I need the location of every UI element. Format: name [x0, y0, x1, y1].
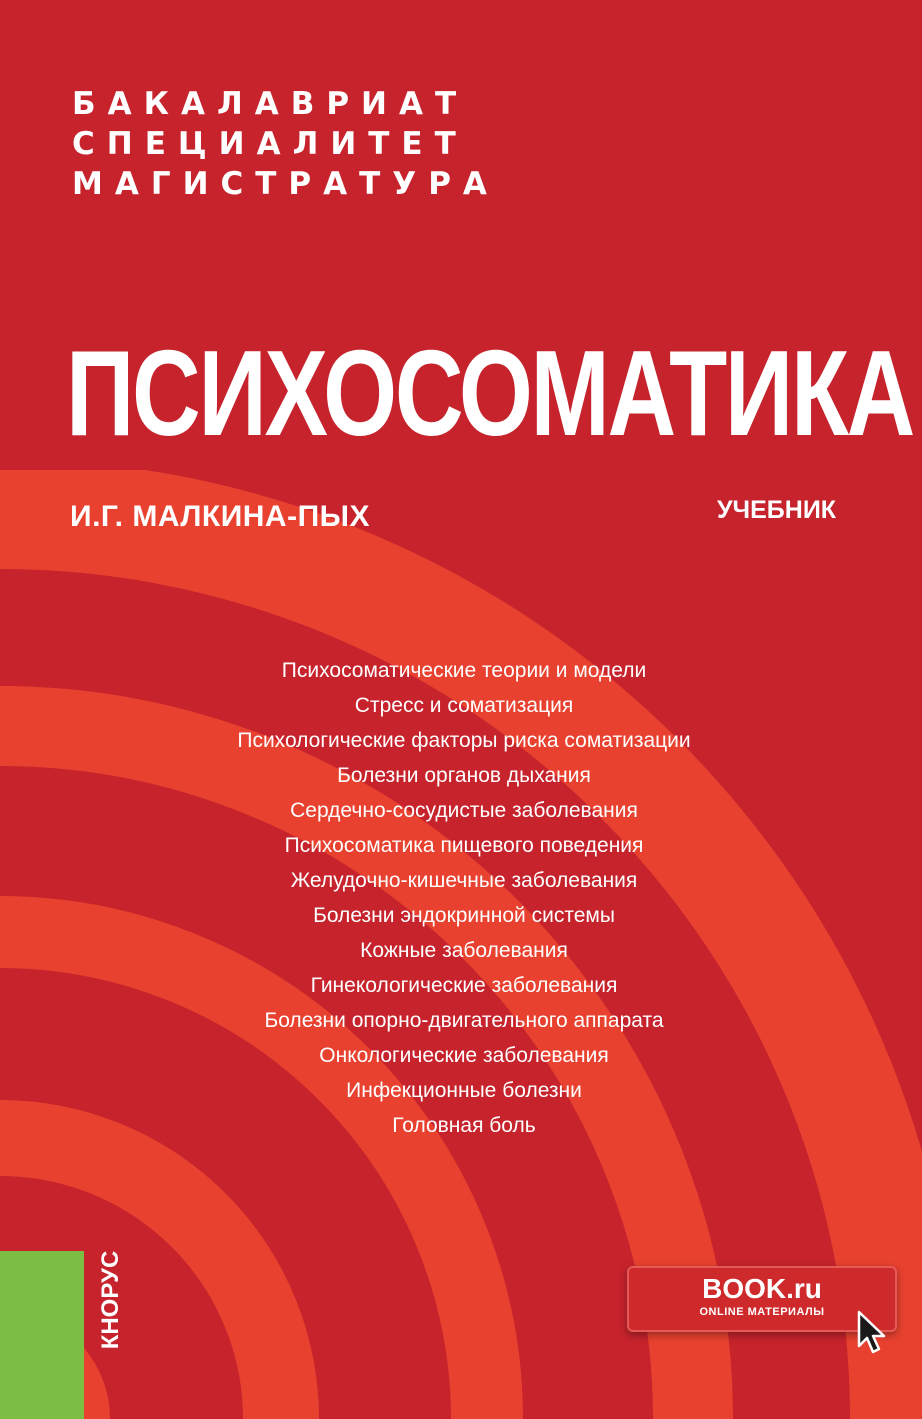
topic-item: Психосоматические теории и модели: [281, 659, 647, 682]
topic-item: Головная боль: [392, 1114, 536, 1137]
topic-item: Желудочно-кишечные заболевания: [290, 869, 638, 892]
book-type: УЧЕБНИК: [717, 496, 837, 524]
topic-item: Болезни органов дыхания: [337, 764, 591, 787]
book-title: ПСИХОСОМАТИКА: [66, 325, 914, 461]
pointer-cursor-icon: [857, 1310, 887, 1356]
topic-item: Онкологические заболевания: [319, 1044, 609, 1067]
bookru-tagline: ONLINE МАТЕРИАЛЫ: [699, 1306, 825, 1318]
topic-item: Болезни опорно-двигательного аппарата: [264, 1009, 664, 1032]
level-bachelor: БАКАЛАВРИАТ: [72, 86, 469, 122]
publisher-name: КНОРУС: [97, 1250, 124, 1350]
topic-item: Гинекологические заболевания: [310, 974, 618, 997]
level-master: МАГИСТРАТУРА: [72, 166, 499, 202]
topic-item: Болезни эндокринной системы: [313, 904, 615, 927]
topic-item: Кожные заболевания: [360, 939, 568, 962]
publisher-logo: [91, 1250, 131, 1350]
topic-item: Инфекционные болезни: [346, 1079, 582, 1102]
author-name: И.Г. МАЛКИНА-ПЫХ: [70, 500, 371, 533]
bookru-brand: BOOK.ru: [702, 1273, 822, 1304]
green-accent-block: [0, 1251, 84, 1419]
topic-item: Психосоматика пищевого поведения: [284, 834, 644, 857]
topics-list: [180, 653, 748, 1143]
level-specialist: СПЕЦИАЛИТЕТ: [72, 126, 468, 162]
education-levels: [72, 84, 499, 204]
topic-item: Стресс и соматизация: [354, 694, 574, 717]
topic-item: Психологические факторы риска соматизации: [237, 729, 691, 752]
topic-item: Сердечно-сосудистые заболевания: [290, 799, 638, 822]
